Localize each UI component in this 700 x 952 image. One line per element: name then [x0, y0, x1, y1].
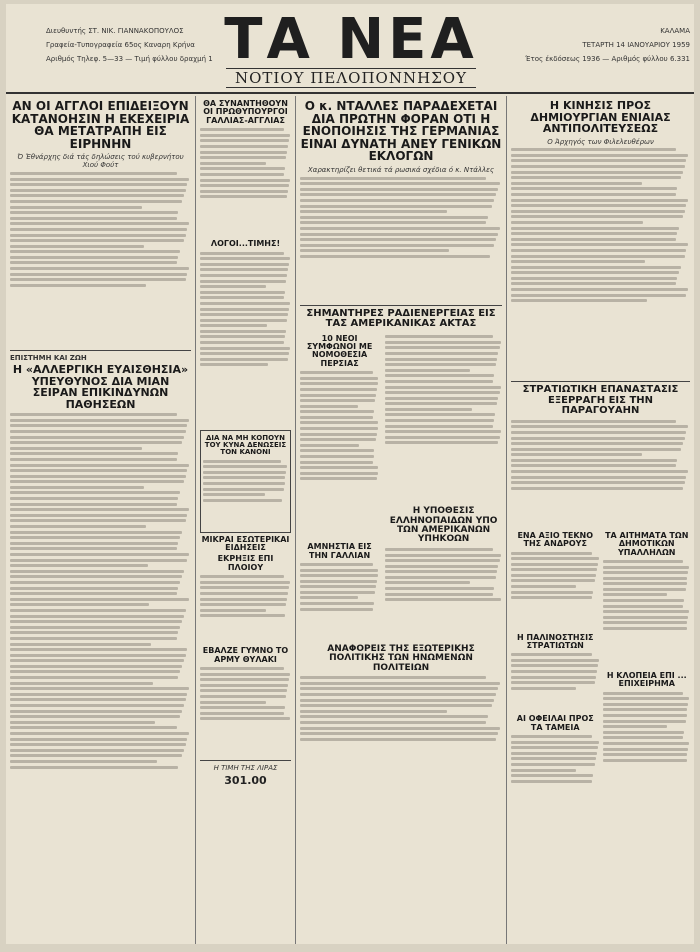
article-body-13: [603, 560, 690, 670]
offices-line: Γραφεία-Τυπογραφεία 65ος Καναρη Κρήνα: [46, 41, 195, 49]
date-line: ΤΕΤΑΡΤΗ 14 ΙΑΝΟΥΑΡΙΟΥ 1959: [582, 41, 690, 49]
article-body-8: [300, 371, 379, 541]
headline-2: ΘΑ ΣΥΝΑΝΤΗΘΟΥΝ ΟΙ ΠΡΩΘΥΠΟΥΡΓΟΙ ΓΑΛΛΙΑΣ-ΑΓΓΛΙΑΣ: [203, 99, 288, 125]
column-1: [6, 96, 196, 944]
subhead-4: Ο Άρχηγός των Φιλελευθέρων: [547, 137, 654, 146]
article-body-10: [203, 460, 288, 530]
director-line: Διευθυντής ΣΤ. ΝΙΚ. ΓΙΑΝΝΑΚΟΠΟΥΛΟΣ: [46, 27, 184, 35]
newspaper-title: ΤΑ ΝΕΑ: [224, 7, 478, 72]
article-body-6: [200, 252, 291, 427]
article-body-20: [511, 735, 599, 815]
headline-16: ΕΚΡΗΞΙΣ ΕΠΙ ΠΛΟΙΟΥ: [217, 554, 274, 572]
newspaper-subtitle: ΝΟΤΙΟΥ ΠΕΛΟΠΟΝΝΗΣΟΥ: [226, 68, 476, 88]
masthead-right-info: [520, 24, 690, 66]
article-body-18: [300, 676, 502, 776]
headline-11: Η ΥΠΟΘΕΣΙΣ ΕΛΛΗΝΟΠΑΙΔΩΝ ΥΠΟ ΤΩΝ ΑΜΕΡΙΚΑΝΩΝ ΥΠΗΚΟΩΝ: [389, 506, 498, 545]
article-body-7: [385, 335, 502, 505]
price-label: Η ΤΙΜΗ ΤΗΣ ΛΙΡΑΣ: [213, 763, 278, 772]
city-line: ΚΑΛΑΜΑ: [660, 27, 690, 35]
masthead-left-info: [46, 24, 216, 66]
headline-13: ΤΑ ΑΙΤΗΜΑΤΑ ΤΩΝ ΔΗΜΟΤΙΚΩΝ ΥΠΑΛΛΗΛΩΝ: [605, 530, 689, 557]
column-2: [196, 96, 296, 944]
headline-10: ΔΙΑ ΝΑ ΜΗ ΚΟΠΟΥΝ ΤΟΥ ΚΥΝΑ ΔΕΝΩΣΕΙΣ ΤΟΝ ΚΑΝΟΝΙ: [204, 433, 287, 457]
article-body-17: [200, 667, 291, 757]
masthead: [6, 4, 694, 94]
article-body-14: [300, 563, 379, 643]
article-body-1: [10, 172, 191, 347]
article-body-3: [300, 177, 502, 302]
columns: [6, 96, 694, 944]
headline-14: ΑΜΝΗΣΤΙΑ ΕΙΣ ΤΗΝ ΓΑΛΛΙΑΝ: [307, 542, 372, 560]
headline-6: ΛΟΓΟΙ...ΤΙΜΗΣ!: [210, 239, 281, 249]
headline-12: ΕΝΑ ΑΞΙΟ ΤΕΚΝΟ ΤΗΣ ΑΝΔΡΟΥΣ: [517, 530, 594, 549]
headline-7: ΣΗΜΑΝΤΗΡΕΣ ΡΑΔΙΕΝΕΡΓΕΙΑΣ ΕΙΣ ΤΑΣ ΑΜΕΡΙΚΑΝΙΚΑΣ ΑΚΤΑΣ: [306, 307, 496, 330]
subhead-1: Ό Έθνάρχης διά τάς δηλώσεις τού κυβερνήτου Χιού Φούτ: [17, 153, 184, 170]
headline-17: ΕΒΑΛΖΕ ΓΥΜΝΟ ΤΟ ΑΡΜΥ ΘΥΛΑΚΙ: [202, 646, 289, 664]
headline-4: Η ΚΙΝΗΣΙΣ ΠΡΟΣ ΔΗΜΙΟΥΡΓΙΑΝ ΕΝΙΑΙΑΣ ΑΝΤΙΠΟΛΙΤΕΥΣΕΩΣ: [530, 99, 671, 136]
headline-21: Η ΚΛΟΠΕΙΑ ΕΠΙ ... ΕΠΙΧΕΙΡΗΜΑ: [606, 670, 687, 689]
article-body-9: [511, 420, 690, 530]
headline-3: Ο κ. ΝΤΑΛΛΕΣ ΠΑΡΑΔΕΧΕΤΑΙ ΔΙΑ ΠΡΩΤΗΝ ΦΟΡΑΝ ΟΤΙ Η ΕΝΟΠΟΙΗΣΙΣ ΤΗΣ ΓΕΡΜΑΝΙΑΣ ΕΙΝΑΙ ΔΥΝΑΤΗ ΑΝΕΥ ΓΕΝΙΚΩΝ ΕΚΛΟΓΩΝ: [300, 99, 502, 164]
issue-line: Έτος έκδόσεως 1936 — Αριθμός φύλλου 6.331: [525, 55, 690, 63]
headline-18: ΑΝΑΦΟΡΕΙΣ ΤΗΣ ΕΞΩΤΕΡΙΚΗΣ ΠΟΛΙΤΙΚΗΣ ΤΩΝ ΗΝΩΜΕΝΩΝ ΠΟΛΙΤΕΙΩΝ: [327, 643, 475, 673]
article-body-19: [511, 653, 599, 713]
phone-line: Αριθμός Τηλεφ. 5—33 — Τιμή φύλλου δραχμή 1: [46, 55, 213, 63]
price-value: 301.00: [224, 773, 267, 787]
headline-9: ΣΤΡΑΤΙΩΤΙΚΗ ΕΠΑΝΑΣΤΑΣΙΣ ΕΞΕΡΡΑΓΗ ΕΙΣ ΤΗΝ ΠΑΡΑΓΟΥΑΗΝ: [522, 384, 679, 417]
column-center: [296, 96, 506, 944]
article-body-21: [603, 692, 690, 802]
newspaper-page: [6, 4, 694, 944]
headline-19: Η ΠΑΛΙΝΟΣΤΗΣΙΣ ΣΤΡΑΤΙΩΤΩΝ: [516, 632, 594, 650]
box-article: [200, 430, 291, 533]
headline-5: Η «ΑΛΛΕΡΓΙΚΗ ΕΥΑΙΣΘΗΣΙΑ» ΥΠΕΥΘΥΝΟΣ ΔΙΑ ΜΙΑΝ ΣΕΙΡΑΝ ΕΠΙΚΙΝΔΥΝΩΝ ΠΑΘΗΣΕΩΝ: [12, 362, 189, 411]
headline-15: ΜΙΚΡΑΙ ΕΣΩΤΕΡΙΚΑΙ ΕΙΔΗΣΕΙΣ: [201, 534, 290, 552]
column-right: [506, 96, 694, 944]
article-body-16: [200, 575, 291, 645]
headline-1: ΑΝ ΟΙ ΑΓΓΛΟΙ ΕΠΙΔΕΙΞΟΥΝ ΚΑΤΑΝΟΗΣΙΝ Η ΕΚΕΧΕΙΡΙΑ ΘΑ ΜΕΤΑΤΡΑΠΗ ΕΙΣ ΕΙΡΗΝΗΝ: [11, 99, 190, 151]
headline-20: ΑΙ ΟΦΕΙΛΑΙ ΠΡΟΣ ΤΑ ΤΑΜΕΙΑ: [516, 714, 594, 732]
article-body-11: [385, 548, 502, 633]
article-body-5: [10, 413, 191, 943]
article-body-12: [511, 552, 599, 632]
article-body-2: [200, 128, 291, 238]
section-label: ΕΠΙΣΤΗΜΗ ΚΑΙ ΖΩΗ: [10, 353, 87, 362]
subhead-3: Χαρακτηρίζει θετικά τά ρωσικά σχέδια ό κ. Ντάλλες: [307, 165, 495, 174]
article-body-4: [511, 148, 690, 378]
headline-8: 10 ΝΕΟΙ ΣΥΜΦΩΝΟΙ ΜΕ ΝΟΜΟΘΕΣΙΑ ΠΕΡΣΙΑΣ: [306, 333, 373, 368]
